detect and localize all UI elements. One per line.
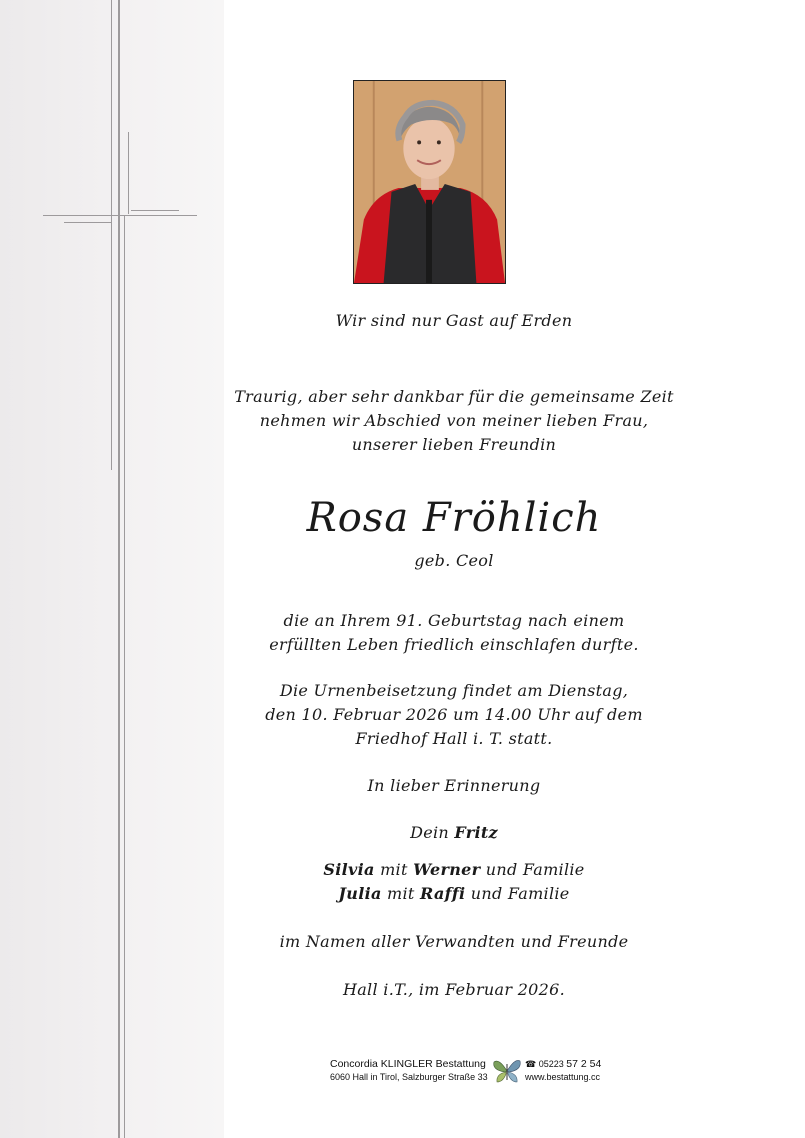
mourner-1-mit: mit <box>380 860 408 879</box>
cross-vertical-short <box>111 0 112 470</box>
birth-name: geb. Ceol <box>414 551 494 570</box>
phone-number: 57 2 54 <box>566 1058 602 1070</box>
mourner-2-suffix: und Familie <box>470 884 570 903</box>
mourner-2-mit: mit <box>387 884 415 903</box>
mourner-line-1 <box>224 858 684 882</box>
motto-text: Wir sind nur Gast auf Erden <box>335 311 573 330</box>
intro-line-2: nehmen wir Abschied von meiner lieben Frau, <box>259 411 649 430</box>
husband-name: Fritz <box>454 823 498 842</box>
funeral-home-contact <box>525 1058 601 1084</box>
cross-vertical-long <box>118 0 120 1138</box>
intro-line-3: unserer lieben Freundin <box>351 435 557 454</box>
deceased-name: Rosa Fröhlich <box>306 495 602 541</box>
funeral-home-address: 6060 Hall in Tirol, Salzburger Straße 33 <box>330 1072 488 1082</box>
place-date: Hall i.T., im Februar 2026. <box>342 980 566 999</box>
ceremony-line-1: Die Urnenbeisetzung findet am Dienstag, <box>279 681 629 700</box>
butterfly-logo-icon <box>493 1058 521 1084</box>
passing-line-1: die an Ihrem 91. Geburtstag nach einem <box>283 611 625 630</box>
mourner-husband <box>224 821 684 845</box>
portrait-photo <box>353 80 506 284</box>
mourner-2-partner: Raffi <box>420 884 466 903</box>
mourner-1-partner: Werner <box>413 860 481 879</box>
mourner-1-suffix: und Familie <box>485 860 585 879</box>
relatives-text: im Namen aller Verwandten und Freunde <box>279 932 629 951</box>
ceremony-line-3: Friedhof Hall i. T. statt. <box>355 729 553 748</box>
funeral-home-name: Concordia KLINGLER Bestattung <box>330 1058 486 1070</box>
funeral-home-info <box>330 1058 488 1084</box>
cross-vertical-long-2 <box>124 215 125 1138</box>
husband-prefix: Dein <box>410 823 449 842</box>
phone-prefix: 05223 <box>538 1059 564 1069</box>
cross-horizontal-2 <box>64 222 112 223</box>
mourner-line-2 <box>224 882 684 906</box>
funeral-home-footer <box>330 1058 620 1088</box>
passing-line-2: erfüllten Leben friedlich einschlafen durfte. <box>269 635 639 654</box>
intro-line-1: Traurig, aber sehr dankbar für die gemeinsame Zeit <box>234 387 674 406</box>
ceremony-line-2: den 10. Februar 2026 um 14.00 Uhr auf dem <box>265 705 643 724</box>
phone-icon: ☎ <box>525 1059 537 1069</box>
remembrance-text: In lieber Erinnerung <box>367 776 541 795</box>
cross-vertical-right <box>128 132 129 214</box>
mourner-1-name: Silvia <box>323 860 375 879</box>
website-link[interactable]: www.bestattung.cc <box>525 1072 601 1082</box>
mourner-2-name: Julia <box>338 884 382 903</box>
decorative-sidebar <box>0 0 224 1138</box>
cross-horizontal-3 <box>131 210 179 211</box>
cross-horizontal <box>43 215 197 216</box>
